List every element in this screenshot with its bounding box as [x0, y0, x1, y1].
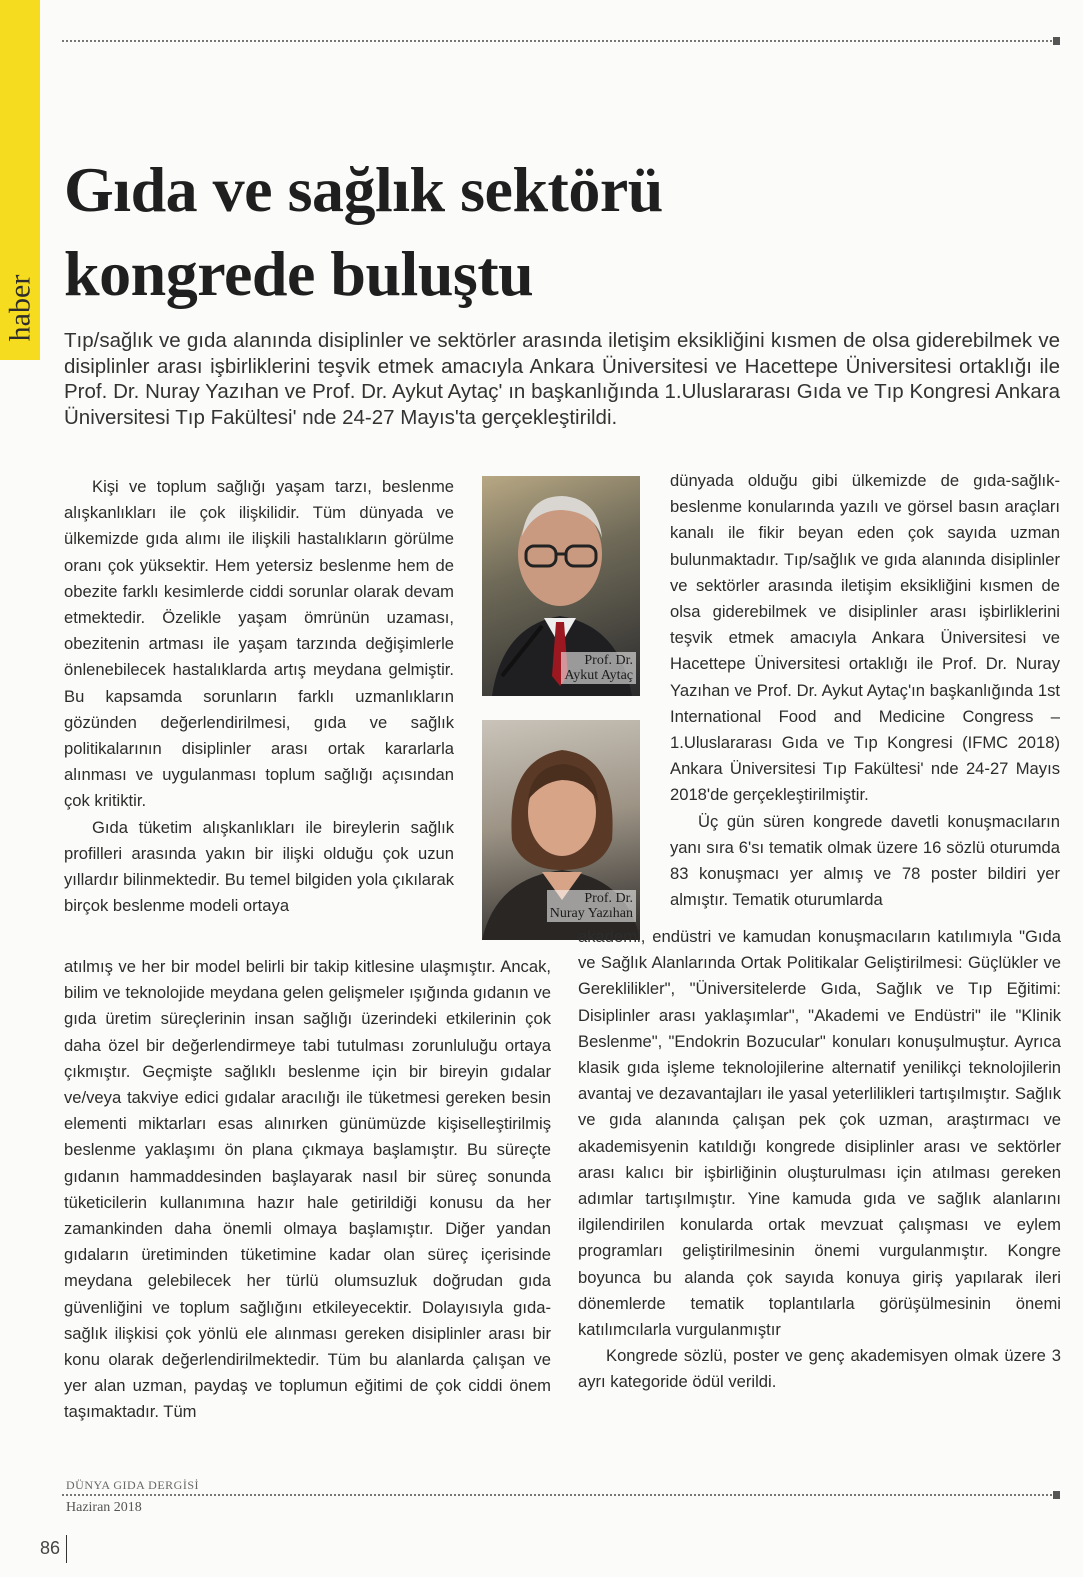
right-column-top	[670, 468, 1060, 913]
article-lead: Tıp/sağlık ve gıda alanında disiplinler ve sektörler arasında iletişim eksikliğini kısmen de olsa giderebilmek ve disiplinler arası işbirliklerini teşvik etmek amacıyla Ankara Üniversitesi ve Hacettepe Üniversitesi ortaklığı ile Prof. Dr. Nuray Yazıhan ve Prof. Dr. Aykut Aytaç' ın başkanlığında 1.Uluslararası Gıda ve Tıp Kongresi Ankara Üniversitesi Tıp Fakültesi' nde 24-27 Mayıs'ta gerçekleştirildi.	[64, 329, 1060, 429]
paragraph: atılmış ve her bir model belirli bir takip kitlesine ulaşmıştır. Ancak, bilim ve teknolojide meydana gelen gelişmeler ışığında gıdanın ve gıda üretim süreçlerinin insan sağlığı üzerindeki etkilerinin çok daha özel bir değerlendirmeye tabi tutulması zorunluluğu ortaya çıkmıştır. Geçmişte sağlıklı beslenme için bir bireyin gıdalar ve/veya takviye edici gıdalar aracılığı ile tüketmesi gereken besin elementi miktarları esas alınırken günümüzde kişiselleştirilmiş beslenme yaklaşımı ön plana çıkmaya başlamıştır. Bu süreçte gıdanın hammaddesinden başlayarak nasıl bir süreç sonunda tüketicilerin kullanımına hazır hale getirildiği konusu da her zamankinden daha önemli olmaya başlamıştır. Diğer yandan gıdaların üretiminden tüketimine kadar olan süreç içerisinde meydana gelebilecek her türlü olumsuzluk doğrudan gıda güvenliğini ve toplum sağlığını etkileyecektir. Dolayısıyla gıda-sağlık ilişkisi çok yönlü ele alınması gereken disiplinler arası bir konu olarak değerlendirilmektedir. Tüm bu alanlarda çalışan ve yer alan uzman, paydaş ve toplumun eğitimi de çok ciddi önem taşımaktadır. Tüm	[64, 957, 551, 1422]
paragraph: akademi, endüstri ve kamudan konuşmacıların katılımıyla "Gıda ve Sağlık Alanlarında Ortak Politikalar Geliştirilmesi: Güçlükler ve Gereklilikler", "Üniversitelerde Gıda, Sağlık ve Tıp Eğitimi: Disiplinler arası yaklaşımlar", "Akademi ve Endüstri" ile "Klinik Beslenme", "Endokrin Bozucular" konuları konuşulmuştur. Ayrıca klasik gıda işleme teknolojilerine alternatif yenilikçi teknolojilerin avantaj ve dezavantajları ile yasal yeterlilikleri tartışılmıştır. Sağlık ve gıda alanında çalışan pek çok uzman, araştırmacı ve akademisyenin katıldığı kongrede disiplinler arası ve sektörler arası kalıcı bir işbirliğinin oluşturulması için atılması gereken adımlar tartışılmıştır. Yine kamuda gıda ve sağlık alanlarını ilgilendirilen konularda ortak mevzuat çalışması ve eylem programları geliştirilmesinin önemi vurgulanmıştır. Kongre boyunca bu alanda çok sayıda konuya giriş yapılarak ileri dönemlerde tematik toplantılarla görüşülmesinin önemi katılımcılarla vurgulanmıştır	[578, 927, 1061, 1340]
photo-nuray-yazihan	[482, 720, 640, 940]
photo-caption: Prof. Dr. Aykut Aytaç	[561, 652, 636, 684]
rule-end-square	[1053, 1491, 1060, 1499]
photo-caption: Prof. Dr. Nuray Yazıhan	[547, 890, 636, 922]
article-title: Gıda ve sağlık sektörü kongrede buluştu	[64, 154, 663, 309]
issue-date: Haziran 2018	[66, 1500, 142, 1515]
page-number-divider	[66, 1535, 67, 1563]
paragraph: Kongrede sözlü, poster ve genç akademisyen olmak üzere 3 ayrı kategoride ödül verildi.	[578, 1346, 1061, 1392]
photo-aykut-aytac	[482, 476, 640, 696]
right-column-bottom	[578, 924, 1061, 1396]
paragraph: Kişi ve toplum sağlığı yaşam tarzı, beslenme alışkanlıkları ile çok ilişkilidir. Tüm dünyada ve ülkemizde gıda alımı ile ilişkili hastalıkların görülme oranı çok yüksektir. Hem yetersiz beslenme hem de obezite farklı kesimlerde ciddi sorunlar olarak devam etmektedir. Özelikle yaşam ömrünün uzaması, obezitenin artması ile yaşam tarzında değişimlerle önlenebilecek hastalıklarda artış meydana gelmiştir. Bu kapsamda sorunların farklı uzmanlıkların gözünden değerlendirilmesi, gıda ve sağlık politikalarının disiplinler arası ortak kararlarla alınması ve uygulanması toplum sağlığı açısından çok kritiktir.	[64, 477, 454, 811]
section-label	[2, 258, 38, 358]
magazine-name: DÜNYA GIDA DERGİSİ	[66, 1478, 200, 1492]
top-dotted-rule	[62, 40, 1052, 42]
paragraph: dünyada olduğu gibi ülkemizde de gıda-sağlık-beslenme konularında yazılı ve görsel basın araçları kanalı ile fikir beyan eden çok sayıda uzman bulunmaktadır. Tıp/sağlık ve gıda alanında disiplinler ve sektörler arasında iletişim eksikliğini kısmen de olsa giderebilmek ve disiplinler arası işbirliklerini teşvik etmek amacıyla Ankara Üniversitesi ve Hacettepe Üniversitesi ortaklığı ile Prof. Dr. Nuray Yazıhan ve Prof. Dr. Aykut Aytaç'ın başkanlığında 1st International Food and Medicine Congress – 1.Uluslararası Gıda ve Tıp Kongresi (IFMC 2018) Ankara Üniversitesi Tıp Fakültesi' nde 24-27 Mayıs 2018'de gerçekleştirilmiştir.	[670, 471, 1060, 805]
left-column-bottom	[64, 954, 551, 1426]
page-number: 86	[40, 1538, 61, 1558]
paragraph: Gıda tüketim alışkanlıkları ile bireylerin sağlık profilleri arasında yakın bir ilişki olduğu çok uzun yıllardır bilinmektedir. Bu temel bilgiden yola çıkılarak birçok beslenme modeli ortaya	[64, 817, 454, 916]
section-label-text: haber	[3, 274, 36, 342]
rule-end-square	[1053, 37, 1060, 45]
bottom-dotted-rule	[62, 1494, 1052, 1496]
paragraph: Üç gün süren kongrede davetli konuşmacıların yanı sıra 6'sı tematik olmak üzere 16 sözlü oturumda 83 konuşmacı yer almış ve 78 poster bildiri yer almıştır. Tematik oturumlarda	[670, 811, 1060, 910]
left-column-top	[64, 474, 454, 919]
